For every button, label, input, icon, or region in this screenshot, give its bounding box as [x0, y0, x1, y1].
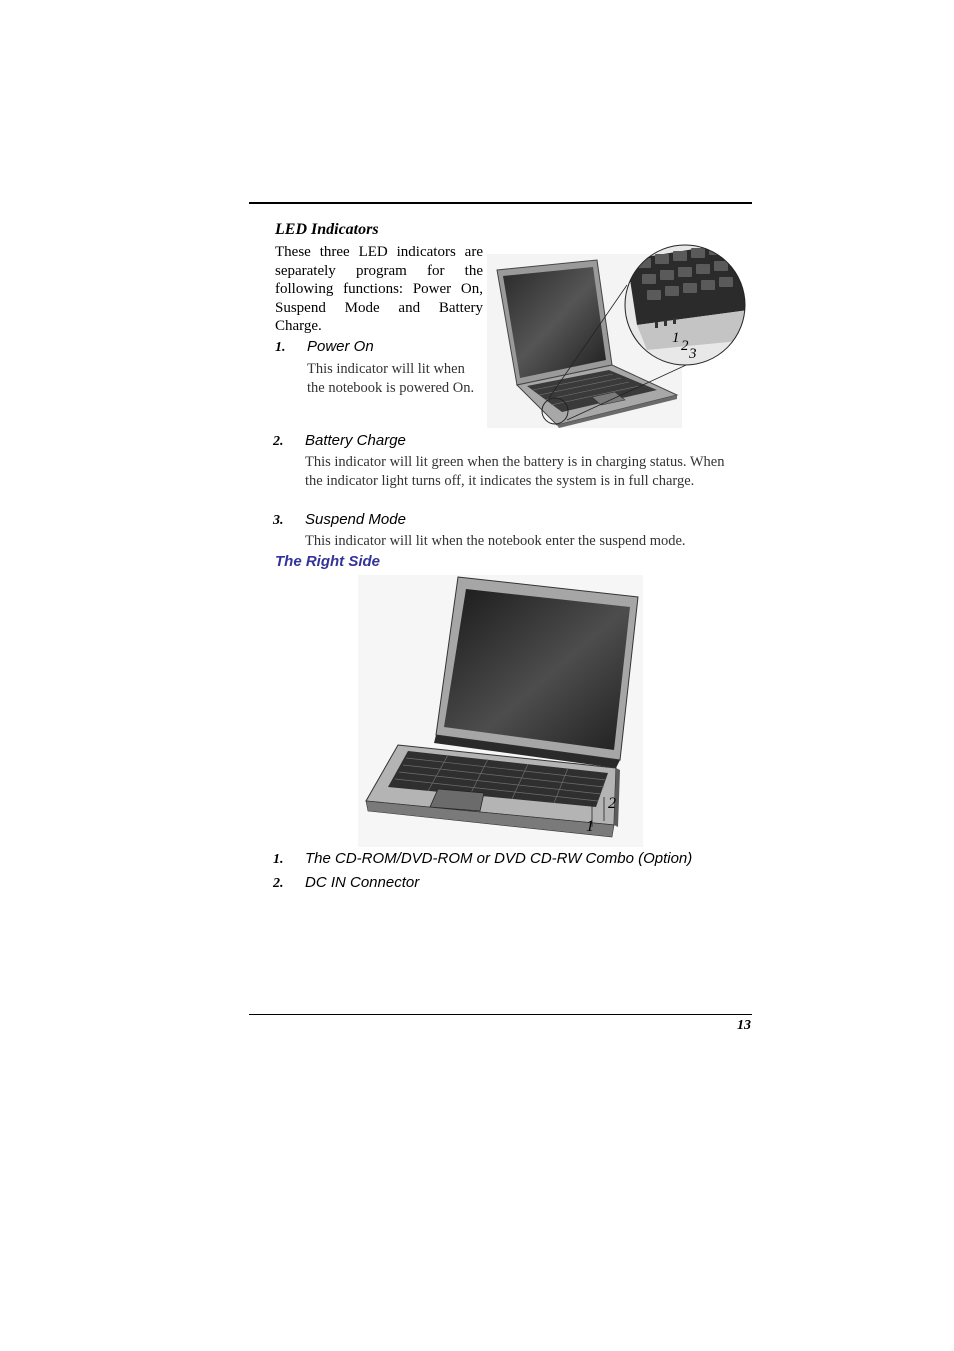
right-item-1-title: The CD-ROM/DVD-ROM or DVD CD-RW Combo (Option) — [305, 850, 693, 867]
led-item-2-desc: This indicator will lit green when the battery is in charging status. When the indicator light turns off, it indicates the system is in full charge. — [305, 454, 725, 489]
page-number: 13 — [737, 1018, 751, 1033]
led-item-3-number: 3. — [273, 513, 284, 528]
led-item-3-title: Suspend Mode — [305, 511, 406, 528]
right-side-callout-2: 2 — [608, 795, 616, 812]
led-item-2-number: 2. — [273, 434, 284, 449]
led-indicators-heading: LED Indicators — [275, 221, 379, 238]
right-item-1-number: 1. — [273, 852, 284, 867]
top-rule — [249, 202, 752, 204]
bottom-rule — [249, 1014, 752, 1015]
led-intro-paragraph: These three LED indicators are separately program for the following functions: Power On, Suspend Mode and Battery Charge. — [275, 244, 483, 334]
led-item-1-number: 1. — [275, 340, 286, 355]
led-item-2-title: Battery Charge — [305, 432, 406, 449]
right-side-laptop-illustration — [358, 575, 643, 847]
led-item-3-desc: This indicator will lit when the notebook enter the suspend mode. — [305, 533, 686, 549]
right-item-2-title: DC IN Connector — [305, 874, 420, 891]
led-laptop-illustration — [487, 240, 749, 428]
right-side-callout-1: 1 — [586, 818, 594, 835]
led-callout-1: 1 — [672, 330, 680, 346]
right-side-heading: The Right Side — [275, 553, 380, 570]
led-item-1-title: Power On — [307, 338, 374, 355]
led-callout-2: 2 — [681, 338, 689, 354]
led-callout-3: 3 — [689, 346, 697, 362]
right-item-2-number: 2. — [273, 876, 284, 891]
led-item-1-desc: This indicator will lit when the notebook is powered On. — [307, 361, 475, 396]
